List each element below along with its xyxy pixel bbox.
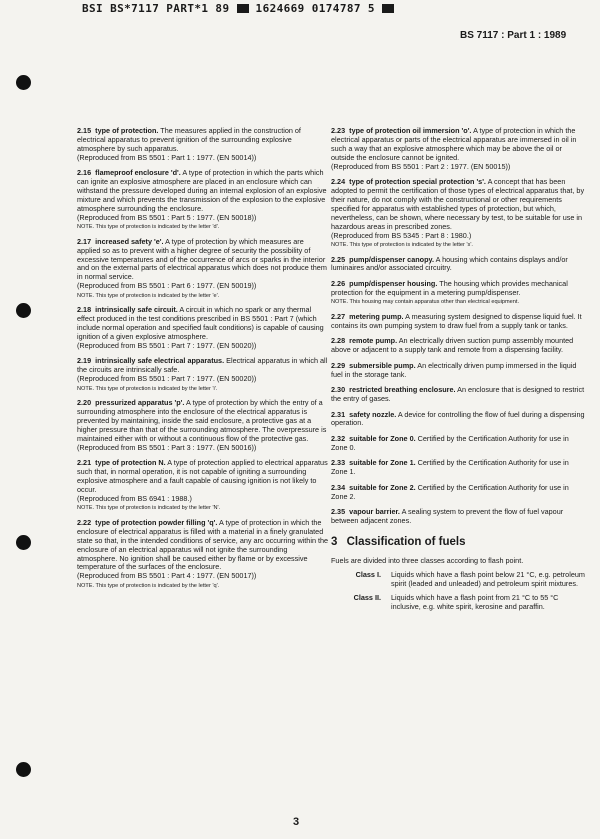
left-column xyxy=(77,127,329,596)
definition-body: The measures applied in the construction of electrical apparatus to prevent ignition of the surrounding explosive atmosphere by such apparatus. xyxy=(77,126,301,153)
definition-entry xyxy=(331,435,587,453)
definition-entry xyxy=(77,399,329,452)
clause-number: 2.29 xyxy=(331,360,346,370)
definition-text xyxy=(331,459,587,477)
clause-number: 2.28 xyxy=(331,336,346,346)
fuel-class-item xyxy=(331,571,587,589)
section-heading xyxy=(331,536,587,549)
definition-text xyxy=(77,127,329,163)
definition-text xyxy=(331,127,587,172)
clause-number: 2.21 xyxy=(77,458,92,468)
definition-body: Certified by the Certification Authority for use in Zone 1. xyxy=(331,458,569,477)
definition-text xyxy=(331,435,587,453)
source-reference: (Reproduced from BS 5501 : Part 2 : 1977. (EN 50015)) xyxy=(331,161,511,171)
definition-body: A sealing system to prevent the flow of fuel vapour between adjacent zones. xyxy=(331,507,564,526)
defined-term: type of protection special protection 's'. xyxy=(349,177,486,187)
definition-text xyxy=(331,280,587,306)
definition-entry xyxy=(331,337,587,355)
defined-term: suitable for Zone 1. xyxy=(349,458,416,468)
definition-entry xyxy=(77,306,329,351)
definition-body: An enclosure that is designed to restrict the entry of gases. xyxy=(331,385,585,403)
definition-note: NOTE. This type of protection is indicated by the letter 'd'. xyxy=(77,224,220,231)
definition-body: The housing which provides mechanical protection for the equipment in a metering pump/dispenser. xyxy=(331,278,568,297)
definition-body: A type of protection in which the electrical apparatus or parts of the electrical apparatus are immersed in oil in such a way that an explosive atmosphere which may be above the oil or outside the enclosure cannot be ignited. xyxy=(331,126,577,162)
definition-entry xyxy=(331,508,587,526)
definition-text xyxy=(77,357,329,392)
defined-term: pump/dispenser housing. xyxy=(349,278,438,288)
definition-text xyxy=(331,337,587,355)
definition-body: A type of protection in which the parts which can ignite an explosive atmosphere are placed in an enclosure which can withstand the pressure developed during an internal explosion of an explosive mixture and which prevents the transmission of the explosion to the explosive atmosphere surrounding the enclosure. xyxy=(77,168,327,213)
defined-term: intrinsically safe electrical apparatus. xyxy=(95,356,225,366)
clause-number: 2.18 xyxy=(77,305,92,315)
defined-term: vapour barrier. xyxy=(349,507,400,517)
definition-text xyxy=(331,256,587,274)
clause-number: 2.31 xyxy=(331,409,346,419)
defined-term: type of protection powder filling 'q'. xyxy=(95,517,218,527)
clause-number: 2.17 xyxy=(77,236,92,246)
page-number: 3 xyxy=(293,816,300,828)
definition-body: Certified by the Certification Authority for use in Zone 0. xyxy=(331,433,569,452)
defined-term: suitable for Zone 0. xyxy=(349,433,416,443)
section-intro: Fuels are divided into three classes according to flash point. xyxy=(331,555,524,565)
definition-body: An electrically driven pump immersed in the liquid fuel in the storage tank. xyxy=(331,360,577,379)
defined-term: type of protection oil immersion 'o'. xyxy=(349,126,472,135)
definition-text xyxy=(77,459,329,512)
definition-body: A device for controlling the flow of fuel during a dispensing operation. xyxy=(331,409,585,428)
clause-number: 2.30 xyxy=(331,385,346,395)
defined-term: restricted breathing enclosure. xyxy=(349,385,456,395)
definition-body: Electrical apparatus in which all the circuits are intrinsically safe. xyxy=(77,356,328,375)
definition-note: NOTE. This type of protection is indicated by the letter 'e'. xyxy=(77,292,220,299)
standard-reference: BS 7117 : Part 1 : 1989 xyxy=(460,30,567,41)
section-title: Classification of fuels xyxy=(346,535,466,548)
clause-number: 2.33 xyxy=(331,458,346,468)
clause-number: 2.16 xyxy=(77,168,92,178)
definition-body: Certified by the Certification Authority for use in Zone 2. xyxy=(331,482,569,501)
definition-entry xyxy=(331,411,587,429)
definition-text xyxy=(331,362,587,380)
defined-term: safety nozzle. xyxy=(349,409,397,419)
definition-body: A concept that has been adopted to permit the certification of those types of electrical apparatus that, by their nature, do not comply with the constructional or other requirements specified for apparatus with established types of protection, but which, nevertheless, can be shown, where necessary by test, to be suitable for use in hazardous areas in prescribed zones. xyxy=(331,177,585,231)
definition-body: A housing which contains displays and/or luminaires and/or associated circuitry. xyxy=(331,254,568,273)
source-reference: (Reproduced from BS 5501 : Part 4 : 1977. (EN 50017)) xyxy=(77,571,257,581)
punch-hole-icon xyxy=(16,75,31,90)
clause-number: 2.26 xyxy=(331,278,346,288)
definition-text xyxy=(77,169,329,231)
source-reference: (Reproduced from BS 5501 : Part 6 : 1977. (EN 50019)) xyxy=(77,281,257,291)
punch-hole-icon xyxy=(16,762,31,777)
definition-note: NOTE. This type of protection is indicated by the letter 'q'. xyxy=(77,582,220,589)
defined-term: metering pump. xyxy=(349,311,404,321)
source-reference: (Reproduced from BS 5501 : Part 7 : 1977. (EN 50020)) xyxy=(77,340,257,350)
clause-number: 2.27 xyxy=(331,311,346,321)
separator-bar-icon xyxy=(237,4,249,13)
fuel-class-item xyxy=(331,594,587,612)
definition-text xyxy=(331,484,587,502)
fuel-class-label: Class II. xyxy=(353,592,381,602)
defined-term: type of protection N. xyxy=(95,458,166,468)
definition-entry xyxy=(77,169,329,231)
clause-number: 2.15 xyxy=(77,126,92,135)
defined-term: increased safety 'e'. xyxy=(95,236,164,246)
definition-body: A measuring system designed to dispense liquid fuel. It contains its own pumping system to draw fuel from a supply tank or tanks. xyxy=(331,311,582,330)
punch-hole-icon xyxy=(16,303,31,318)
definition-body: A type of protection by which the entry of a surrounding atmosphere into the enclosure of the electrical apparatus is prevented by maintaining, inside the said enclosure, a protective gas at a higher pressure than that of the surrounding atmosphere. The overpressure is maintained either with or without a continuous flow of the protective gas. xyxy=(77,398,327,443)
separator-bar-icon xyxy=(382,4,394,13)
section-number: 3 xyxy=(331,535,338,548)
definition-entry xyxy=(331,386,587,404)
definition-body: A type of protection by which measures are applied so as to prevent with a higher degree of security the possibility of excessive temperatures and of the occurrence of arcs or sparks in the interior and on the external parts of electrical apparatus which does not produce them in normal service. xyxy=(77,236,327,282)
clause-number: 2.34 xyxy=(331,482,346,492)
document-code: BSI BS*7117 PART*1 89 xyxy=(82,2,230,15)
definition-entry xyxy=(77,519,329,590)
definition-entry xyxy=(331,256,587,274)
source-reference: (Reproduced from BS 5501 : Part 7 : 1977. (EN 50020)) xyxy=(77,374,257,384)
definition-text xyxy=(331,313,587,331)
definition-text xyxy=(77,519,329,590)
source-reference: (Reproduced from BS 5345 : Part 8 : 1980.) xyxy=(331,230,472,240)
definition-entry xyxy=(331,280,587,306)
definition-body: A type of protection applied to electrical apparatus such that, in normal operation, it is not capable of igniting a surrounding explosive atmosphere and a fault capable of causing ignition is not likely to occur. xyxy=(77,458,328,494)
clause-number: 2.25 xyxy=(331,254,346,264)
definition-text xyxy=(331,386,587,404)
document-batch-code: 1624669 0174787 5 xyxy=(255,2,375,15)
defined-term: suitable for Zone 2. xyxy=(349,482,416,492)
definition-entry xyxy=(331,459,587,477)
punch-hole-icon xyxy=(16,535,31,550)
clause-number: 2.23 xyxy=(331,126,346,135)
clause-number: 2.32 xyxy=(331,433,346,443)
definition-body: A type of protection in which the enclosure of electrical apparatus is filled with a material in a finely granulated state so that, in the intended conditions of service, any arc occurring within the enclosure of an electrical apparatus will not ignite the surrounding atmosphere. No ignition shall be caused either by flame or by excessive temperature of the surfaces of the enclosure. xyxy=(77,517,329,572)
defined-term: pump/dispenser canopy. xyxy=(349,254,435,264)
definition-entry xyxy=(77,459,329,512)
definition-entry xyxy=(77,238,329,300)
definition-entry xyxy=(331,362,587,380)
document-control-header xyxy=(82,2,394,15)
definition-note: NOTE. This type of protection is indicated by the letter 'N'. xyxy=(77,505,221,512)
fuel-class-description: Liquids which have a flash point from 21 °C to 55 °C inclusive, e.g. white spirit, kerosine and paraffin. xyxy=(391,592,559,611)
definition-entry xyxy=(331,127,587,172)
definition-text xyxy=(77,306,329,351)
defined-term: intrinsically safe circuit. xyxy=(95,305,178,315)
definition-text xyxy=(77,238,329,300)
defined-term: pressurized apparatus 'p'. xyxy=(95,398,185,408)
definition-entry xyxy=(331,178,587,249)
right-column-definitions xyxy=(331,127,587,526)
definition-body: An electrically driven suction pump assembly mounted above or adjacent to a supply tank and remote from a dispensing facility. xyxy=(331,336,574,355)
clause-number: 2.19 xyxy=(77,356,92,366)
definition-entry xyxy=(331,313,587,331)
right-column xyxy=(331,127,587,616)
definition-entry xyxy=(77,127,329,163)
definition-entry xyxy=(331,484,587,502)
source-reference: (Reproduced from BS 6941 : 1988.) xyxy=(77,493,192,503)
definition-note: NOTE. This type of protection is indicated by the letter 's'. xyxy=(331,241,473,248)
definition-body: A circuit in which no spark or any thermal effect produced in the test conditions prescribed in BS 5501 : Part 7 (which include normal operation and specified fault conditions) is capable of causing ignition of a given explosive atmosphere. xyxy=(77,305,324,341)
fuel-class-label: Class I. xyxy=(355,569,381,579)
clause-number: 2.22 xyxy=(77,517,92,527)
definition-text xyxy=(77,399,329,452)
definition-text xyxy=(331,178,587,249)
clause-number: 2.35 xyxy=(331,507,346,517)
defined-term: submersible pump. xyxy=(349,360,416,370)
definition-text xyxy=(331,508,587,526)
source-reference: (Reproduced from BS 5501 : Part 5 : 1977. (EN 50018)) xyxy=(77,212,257,222)
clause-number: 2.24 xyxy=(331,177,346,187)
definition-text xyxy=(331,411,587,429)
defined-term: flameproof enclosure 'd'. xyxy=(95,168,181,178)
clause-number: 2.20 xyxy=(77,398,92,408)
definition-entry xyxy=(77,357,329,392)
definition-note: NOTE. This housing may contain apparatus other than electrical equipment. xyxy=(331,299,520,306)
source-reference: (Reproduced from BS 5501 : Part 1 : 1977. (EN 50014)) xyxy=(77,152,257,162)
defined-term: type of protection. xyxy=(95,126,159,135)
fuel-class-list xyxy=(331,571,587,612)
defined-term: remote pump. xyxy=(349,336,398,346)
definition-note: NOTE. This type of protection is indicated by the letter 'i'. xyxy=(77,385,218,392)
fuel-class-description: Liquids which have a flash point below 21 °C, e.g. petroleum spirit (leaded and unleaded) and petroleum spirit mixtures. xyxy=(391,569,585,588)
source-reference: (Reproduced from BS 5501 : Part 3 : 1977. (EN 50016)) xyxy=(77,442,257,452)
